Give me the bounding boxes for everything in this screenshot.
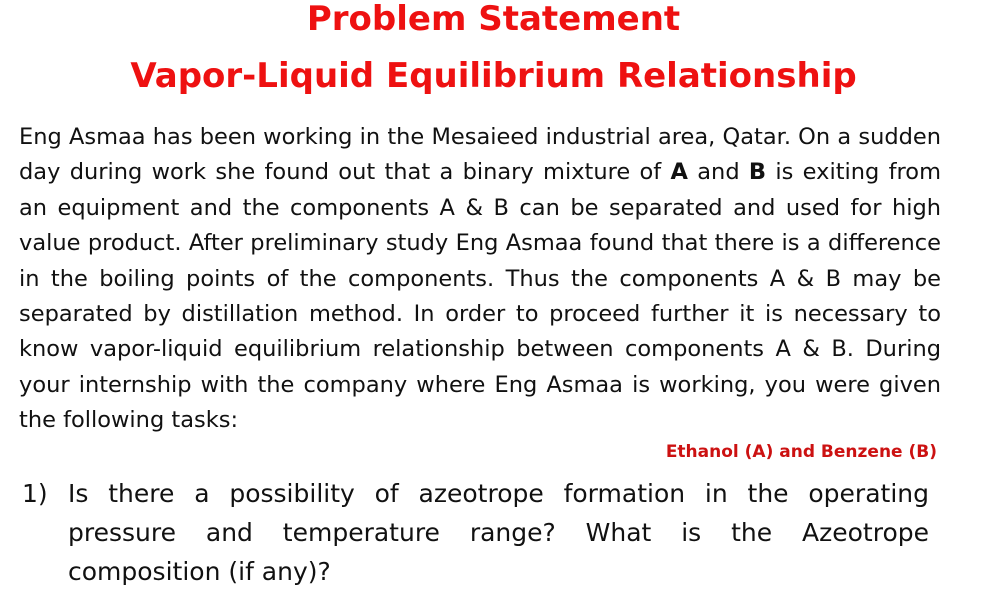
- component-b-bold: B: [748, 159, 767, 186]
- problem-paragraph: [19, 120, 941, 439]
- components-caption: Ethanol (A) and Benzene (B): [665, 442, 937, 462]
- paragraph-and: and: [687, 159, 749, 186]
- paragraph-text-end: is exiting from an equipment and the components A & B can be separated and used for high value product. After preliminary study Eng Asmaa found that there is a difference in the boiling points of the components. Thus the components A & B may be separated by distillation method. In order to proceed further it is necessary to know vapor-liquid equilibrium relationship between components A & B. During your internship with the company where Eng Asmaa is working, you were given the following tasks:: [19, 159, 941, 434]
- component-a-bold: A: [670, 159, 688, 186]
- question-text: Is there a possibility of azeotrope formation in the operating pressure and temperature range? What is the Azeotrope composition (if any)?: [68, 479, 929, 586]
- title-line-2: Vapor-Liquid Equilibrium Relationship: [130, 56, 857, 96]
- paragraph-text-start: Eng Asmaa has been working in the Mesaieed industrial area, Qatar. On a sudden day during work she found out that a binary mixture of: [19, 124, 941, 186]
- question-number: 1): [22, 479, 48, 508]
- title-line-1: Problem Statement: [306, 0, 681, 39]
- question-item-1: [22, 474, 929, 591]
